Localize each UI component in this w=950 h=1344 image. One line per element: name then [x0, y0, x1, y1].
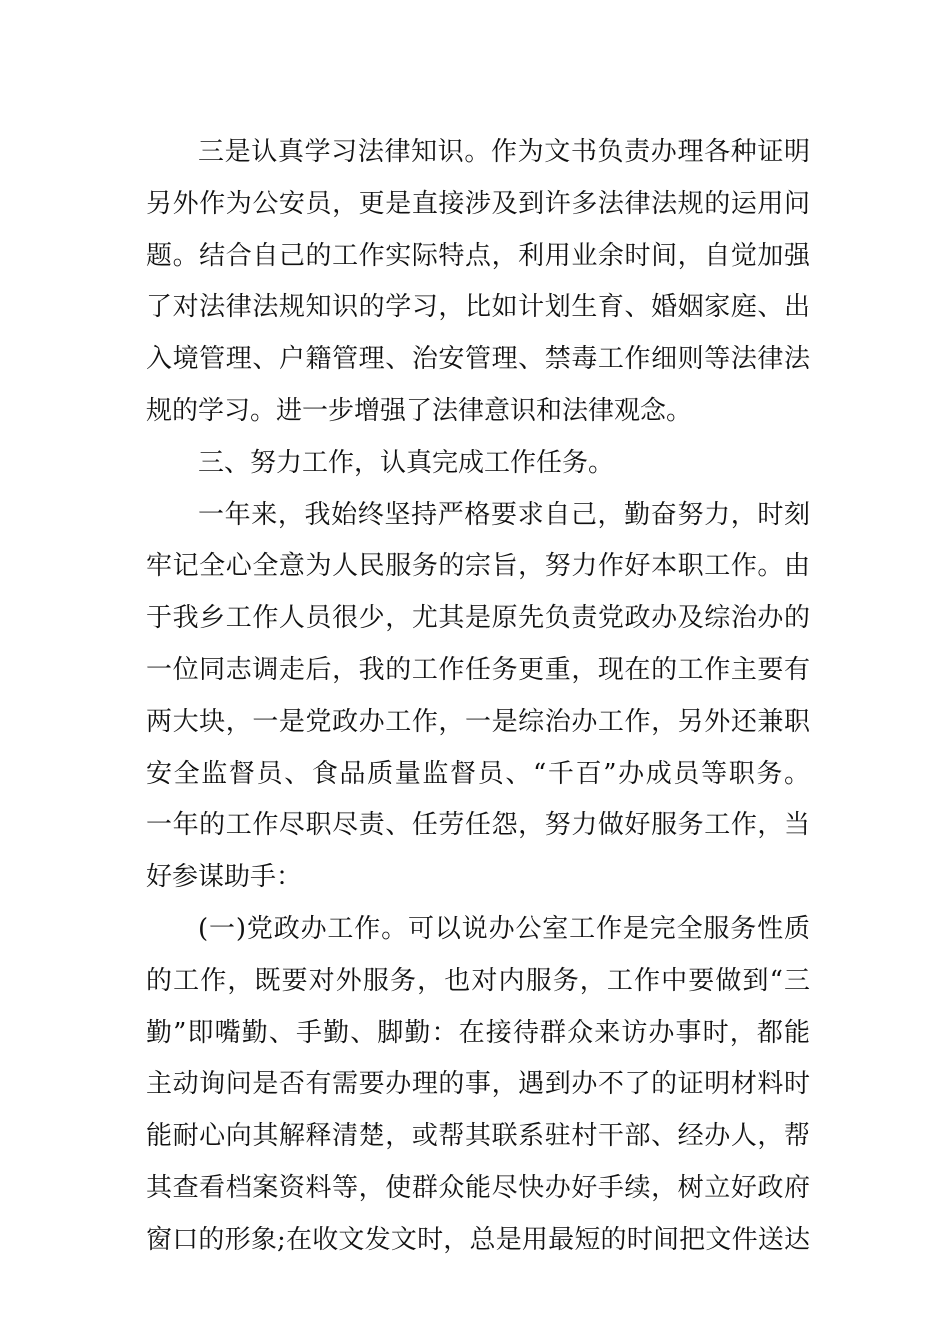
text-line: 一年的工作尽职尽责、任劳任怨，努力做好服务工作，当: [146, 810, 810, 841]
text-line: 一年来，我始终坚持严格要求自己，勤奋努力，时刻: [198, 499, 810, 530]
text-line: 安全监督员、食品质量监督员、“千百”办成员等职务。: [146, 758, 810, 789]
text-line: 另外作为公安员，更是直接涉及到许多法律法规的运用问: [146, 188, 810, 219]
text-line: 窗口的形象;在收文发文时，总是用最短的时间把文件送达: [146, 1224, 810, 1255]
text-line: 入境管理、户籍管理、治安管理、禁毒工作细则等法律法: [146, 344, 810, 375]
text-line: 三是认真学习法律知识。作为文书负责办理各种证明: [198, 137, 810, 167]
text-line: 牢记全心全意为人民服务的宗旨，努力作好本职工作。由: [146, 551, 810, 582]
text-line: 一位同志调走后，我的工作任务更重，现在的工作主要有: [146, 654, 810, 685]
text-line: 规的学习。进一步增强了法律意识和法律观念。: [146, 395, 693, 426]
text-line: 于我乡工作人员很少，尤其是原先负责党政办及综治办的: [146, 603, 810, 634]
text-line: 好参谋助手：: [146, 862, 303, 893]
text-line: 了对法律法规知识的学习，比如计划生育、婚姻家庭、出: [146, 292, 810, 323]
document-body: [146, 127, 810, 1267]
text-line: 其查看档案资料等，使群众能尽快办好手续，树立好政府: [146, 1172, 810, 1203]
text-line: 勤”即嘴勤、手勤、脚勤：在接待群众来访办事时，都能: [146, 1017, 810, 1048]
text-line: 能耐心向其解释清楚，或帮其联系驻村干部、经办人，帮: [146, 1121, 810, 1152]
text-line: 两大块，一是党政办工作，一是综治办工作，另外还兼职: [146, 706, 810, 737]
text-line: 主动询问是否有需要办理的事，遇到办不了的证明材料时: [146, 1069, 810, 1100]
text-line: 的工作，既要对外服务，也对内服务，工作中要做到“三: [146, 965, 810, 996]
text-line: (一)党政办工作。可以说办公室工作是完全服务性质: [198, 913, 810, 944]
text-line: 题。结合自己的工作实际特点，利用业余时间，自觉加强: [146, 240, 810, 271]
text-line: 三、努力工作，认真完成工作任务。: [198, 447, 615, 478]
